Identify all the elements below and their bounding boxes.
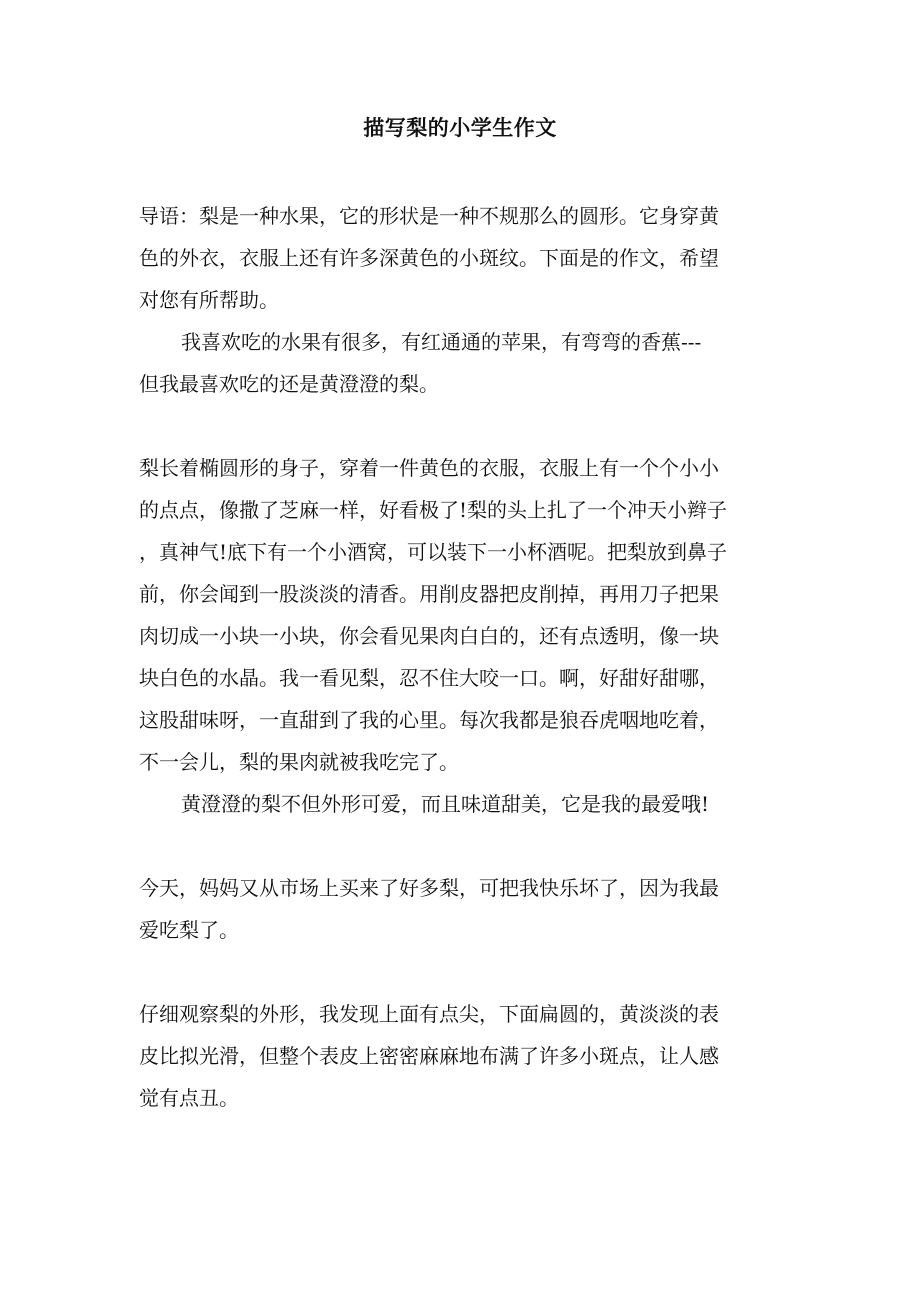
text-line: 仔细观察梨的外形，我发现上面有点尖，下面扁圆的，黄淡淡的表 xyxy=(139,1002,719,1026)
text-line: 对您有所帮助。 xyxy=(139,288,279,312)
text-line: 皮比拟光滑，但整个表皮上密密麻麻地布满了许多小斑点，让人感 xyxy=(139,1044,719,1068)
text-line: 不一会儿，梨的果肉就被我吃完了。 xyxy=(139,750,459,774)
text-line: 导语：梨是一种水果，它的形状是一种不规那么的圆形。它身穿黄 xyxy=(139,204,719,228)
text-line: 前，你会闻到一股淡淡的清香。用削皮器把皮削掉，再用刀子把果 xyxy=(139,582,719,606)
text-line: 今天，妈妈又从市场上买来了好多梨，可把我快乐坏了，因为我最 xyxy=(139,876,719,900)
text-line: 黄澄澄的梨不但外形可爱，而且味道甜美，它是我的最爱哦! xyxy=(181,792,710,816)
text-line: 觉有点丑。 xyxy=(139,1086,239,1110)
document-title: 描写梨的小学生作文 xyxy=(363,115,557,140)
text-line: ，真神气!底下有一个小酒窝，可以装下一小杯酒呢。把梨放到鼻子 xyxy=(139,540,728,564)
text-line: 肉切成一小块一小块，你会看见果肉白白的，还有点透明，像一块 xyxy=(139,624,719,648)
text-line: 的点点，像撒了芝麻一样，好看极了!梨的头上扎了一个冲天小辫子 xyxy=(139,498,728,522)
text-line: 这股甜味呀，一直甜到了我的心里。每次我都是狼吞虎咽地吃着， xyxy=(139,708,719,732)
text-line: 但我最喜欢吃的还是黄澄澄的梨。 xyxy=(139,372,439,396)
text-line: 我喜欢吃的水果有很多，有红通通的苹果，有弯弯的香蕉--- xyxy=(181,330,702,354)
text-line: 爱吃梨了。 xyxy=(139,918,239,942)
text-line: 色的外衣，衣服上还有许多深黄色的小斑纹。下面是的作文，希望 xyxy=(139,246,719,270)
text-line: 梨长着椭圆形的身子，穿着一件黄色的衣服，衣服上有一个个小小 xyxy=(139,456,719,480)
text-line: 块白色的水晶。我一看见梨，忍不住大咬一口。啊，好甜好甜哪， xyxy=(139,666,719,690)
